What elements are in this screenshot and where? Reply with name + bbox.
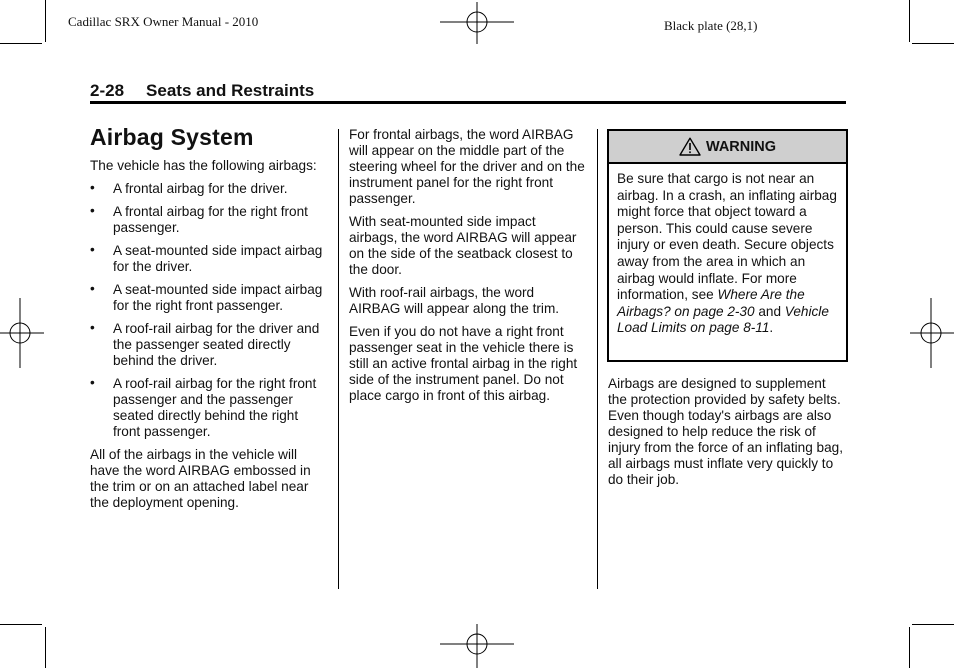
list-item: • A seat-mounted side impact airbag for the right front passenger. [90,281,323,313]
cross-reference-link[interactable]: Where Are the Airbags? on page 2-30 [617,287,805,319]
column-1 [90,158,328,518]
crop-mark [45,0,46,42]
warning-header [609,131,846,164]
registration-mark-icon [910,298,954,368]
crop-mark [909,0,910,42]
paragraph: With roof-rail airbags, the word AIRBAG will appear along the trim. [349,285,560,316]
crop-mark [909,627,910,668]
plate-label: Black plate (28,1) [664,18,758,33]
bullet-icon: • [90,320,95,335]
paragraph: Airbags are designed to supplement the protection provided by safety belts. Even though today's airbags are also designed to help reduce the risk of injury from the force of an inflating bag, all airbags must inflate very quickly to do their job. [608,376,843,487]
registration-mark-icon [440,624,514,668]
bullet-icon: • [90,203,95,218]
heading-rule [90,101,846,104]
crop-mark [0,43,42,44]
crop-mark [45,627,46,668]
bullet-icon: • [90,242,95,257]
crop-mark [912,624,954,625]
warning-triangle-icon [679,137,701,156]
list-item: • A frontal airbag for the driver. [90,180,288,196]
cross-reference-link[interactable]: Vehicle Load Limits on page 8-11 [617,303,829,336]
bullet-icon: • [90,375,95,390]
intro-paragraph: The vehicle has the following airbags: [90,158,317,173]
page-number: 2-28 [90,81,125,100]
warning-text: Be sure that cargo is not near an airbag. In a crash, an inflating airbag might force that object toward a person. This could cause severe injury or even death. Secure objects away from the area in which an airbag would inflate. For more information, see Where Are the Airbags? on page 2-30 and Vehicle Load Limits on page 8-11. [617,171,837,336]
page-title: Airbag System [90,124,254,150]
crop-mark [0,624,42,625]
column-divider [597,129,598,589]
warning-label: WARNING [705,138,777,155]
column-2 [349,127,585,411]
list-item: • A roof-rail airbag for the driver and the passenger seated directly behind the driver. [90,320,320,368]
document-header-title: Cadillac SRX Owner Manual - 2010 [68,14,259,29]
bullet-icon: • [90,281,95,296]
paragraph: With seat-mounted side impact airbags, the word AIRBAG will appear on the side of the seatback closest to the door. [349,214,577,277]
column-divider [338,129,339,589]
section-heading [90,81,314,101]
warning-box [607,129,848,362]
registration-mark-icon [440,2,514,44]
registration-mark-icon [0,298,44,368]
list-item: • A frontal airbag for the right front passenger. [90,203,308,235]
bullet-icon: • [90,180,95,195]
crop-mark [912,43,954,44]
list-item: • A seat-mounted side impact airbag for the driver. [90,242,323,274]
closing-paragraph: All of the airbags in the vehicle will have the word AIRBAG embossed in the trim or on an attached label near the deployment opening. [90,447,311,510]
section-name: Seats and Restraints [146,81,315,100]
airbag-list [90,181,328,440]
paragraph: Even if you do not have a right front passenger seat in the vehicle there is still an active frontal airbag in the right side of the instrument panel. Do not place cargo in front of this airbag. [349,324,578,403]
column-3 [608,376,848,495]
paragraph: For frontal airbags, the word AIRBAG will appear on the middle part of the steering wheel for the driver and on the instrument panel for the right front passenger. [349,127,585,206]
list-item: • A roof-rail airbag for the right front passenger and the passenger seated directly behind the right front passenger. [90,375,317,439]
